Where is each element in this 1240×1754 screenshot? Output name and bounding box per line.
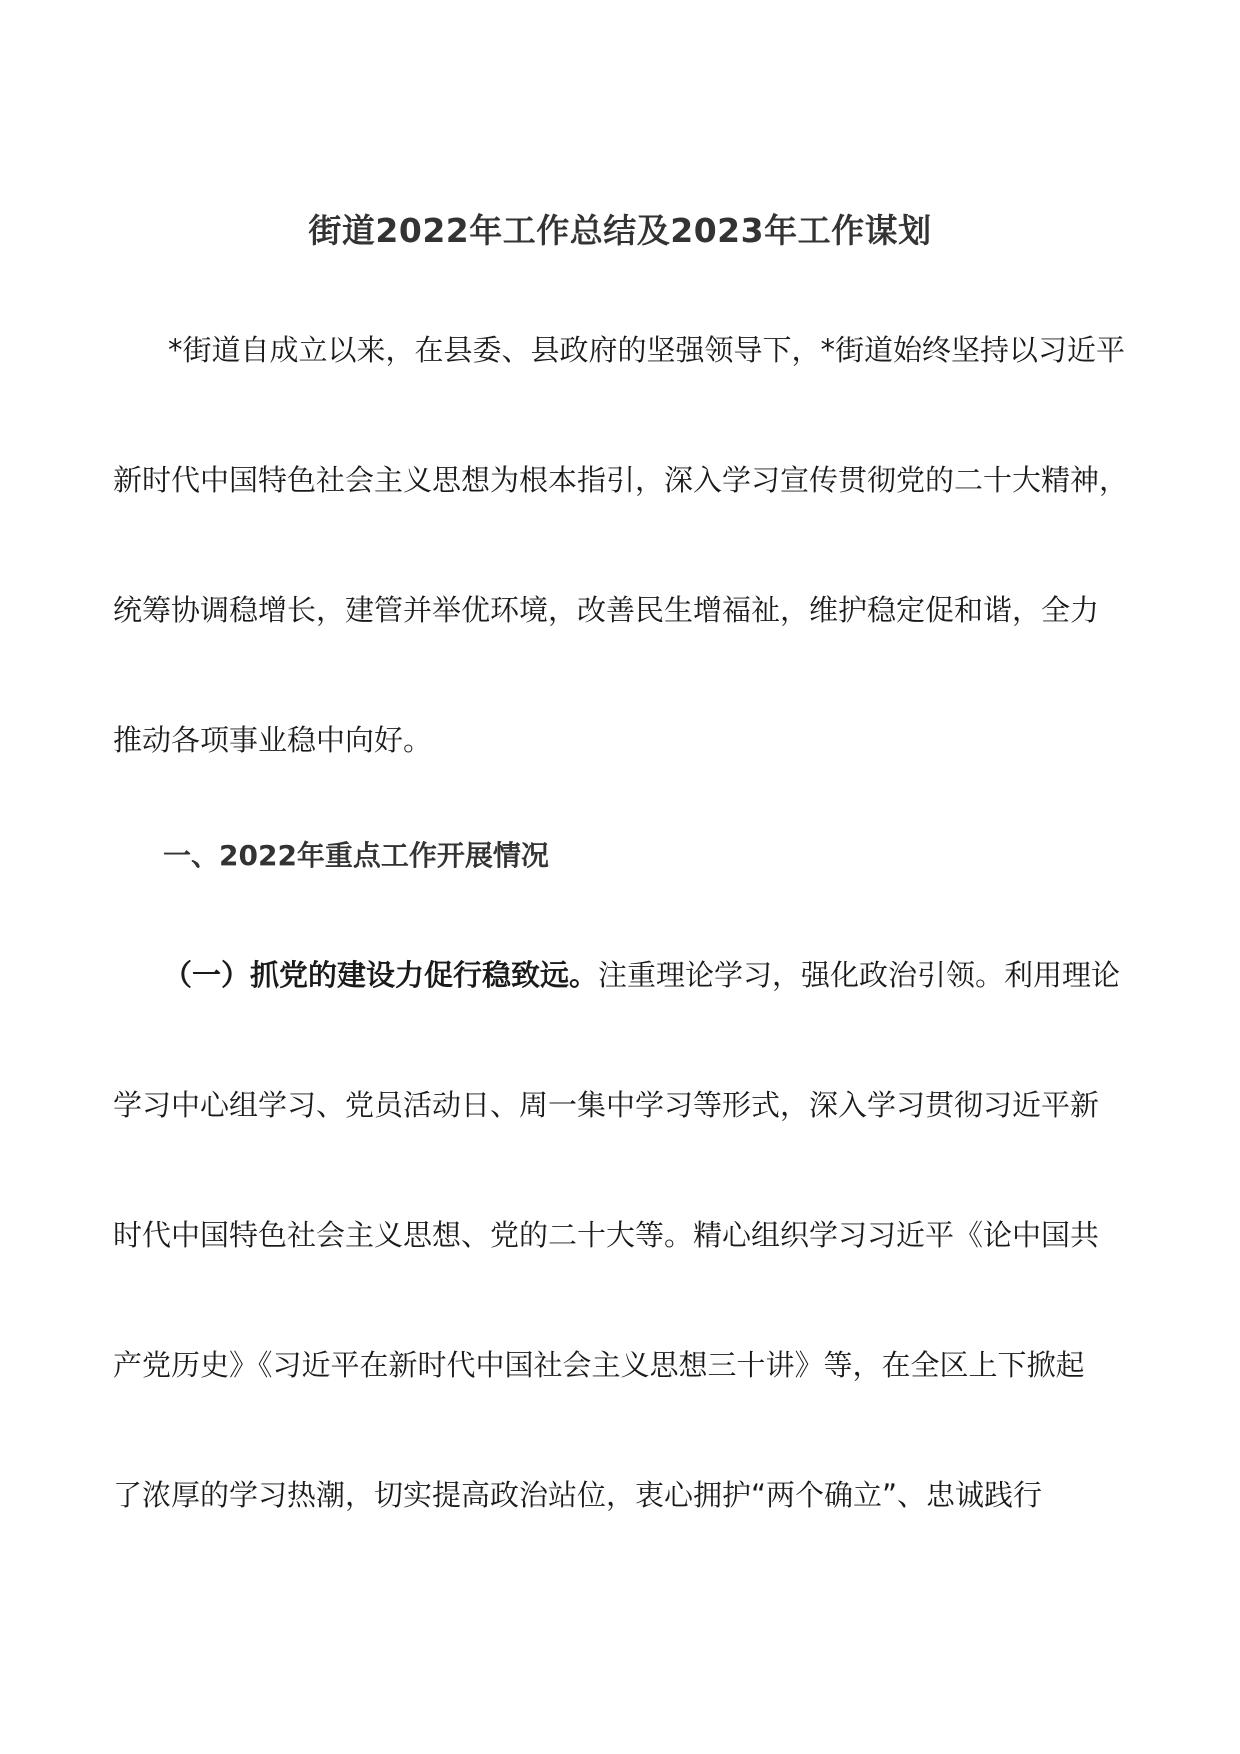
section-heading: 一、2022年重点工作开展情况 [163,839,549,872]
subsection-text: 注重理论学习，强化政治引领。利用理论 [598,958,1121,992]
subsection-heading: （一）抓党的建设力促行稳致远。 [163,958,599,992]
intro-line: *街道自成立以来，在县委、县政府的坚强领导下，*街道始终坚持以习近平 [168,333,1126,367]
intro-line: 统筹协调稳增长，建管并举优环境，改善民生增福祉，维护稳定促和谐，全力 [113,593,1100,627]
intro-line: 推动各项事业稳中向好。 [113,723,433,757]
body-line: 学习中心组学习、党员活动日、周一集中学习等形式，深入学习贯彻习近平新 [113,1088,1100,1122]
document-title: 街道2022年工作总结及2023年工作谋划 [308,211,932,250]
body-line: 产党历史》《习近平在新时代中国社会主义思想三十讲》等，在全区上下掀起 [113,1348,1085,1382]
subsection-first-line [163,955,1120,995]
intro-line: 新时代中国特色社会主义思想为根本指引，深入学习宣传贯彻党的二十大精神， [113,463,1129,497]
body-line: 时代中国特色社会主义思想、党的二十大等。精心组织学习习近平《论中国共 [113,1218,1100,1252]
body-line: 了浓厚的学习热潮，切实提高政治站位，衷心拥护“两个确立”、忠诚践行 [113,1478,1043,1512]
